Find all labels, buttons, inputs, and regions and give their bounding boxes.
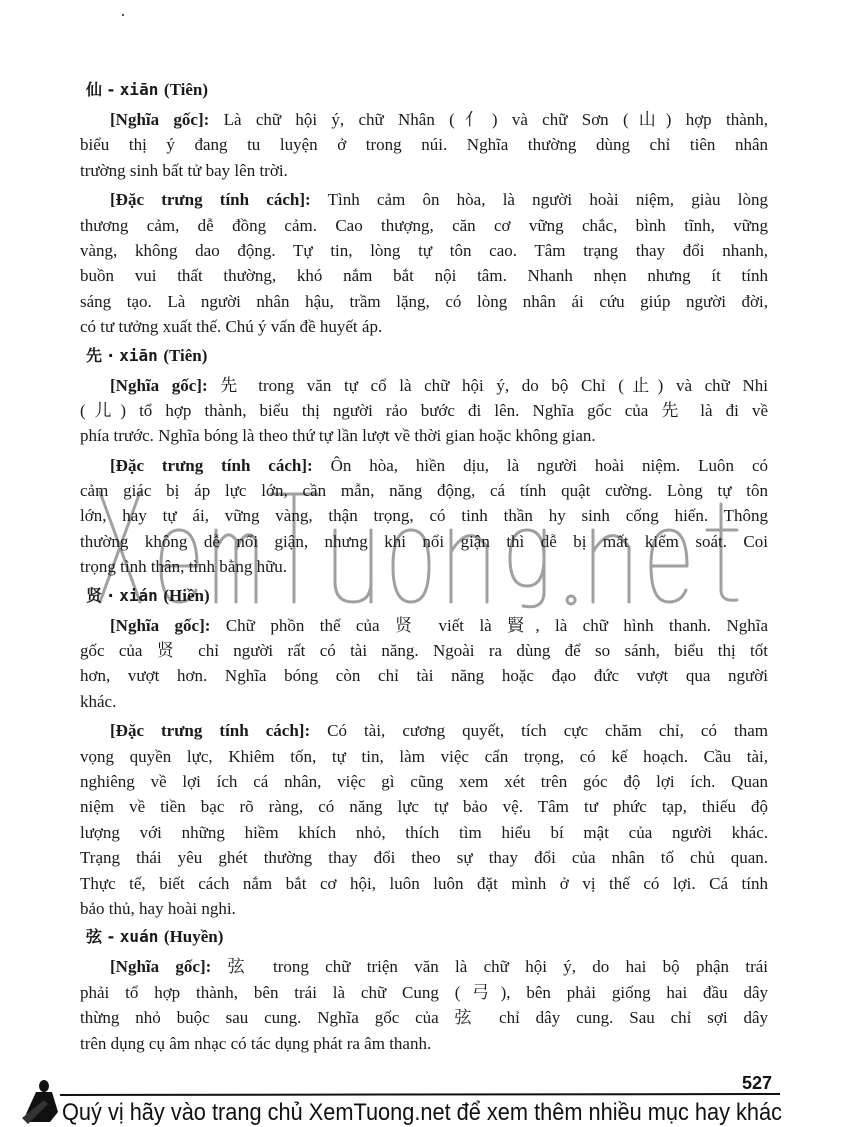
text-line [80, 158, 768, 183]
line-text: niệm về tiền bạc rõ ràng, có năng lực tự bảo vệ. Tâm tư phức tạp, thiếu độ [80, 797, 768, 817]
figure-ornament-icon [22, 1080, 58, 1124]
document-body [80, 74, 768, 1056]
entry-heading [80, 924, 768, 950]
hanzi-character: 先 [86, 345, 103, 365]
pinyin: xiān [119, 345, 158, 365]
line-text: thương cảm, dễ đồng cảm. Cao thượng, căn cơ vững chắc, bình tĩnh, vững [80, 215, 768, 235]
paragraph-label: [Đặc trưng tính cách]: [110, 721, 311, 741]
page-footer [0, 1070, 850, 1127]
scan-speck [122, 14, 124, 16]
text-line [80, 453, 768, 478]
text-line [80, 769, 768, 794]
line-text: lượng với những hiềm khích nhỏ, thích tìm hiểu bí mật của người khác. [80, 822, 768, 842]
line-text: thường không dễ nổi giận, nhưng khi nổi giận thì dễ bị mất kiểm soát. Coi [80, 531, 768, 551]
entry-heading [80, 343, 768, 369]
entry-section [80, 77, 768, 340]
entry-heading [80, 583, 768, 609]
line-text: Trạng thái yêu ghét thường thay đổi theo sự thay đổi của nhân tố chủ quan. [80, 848, 768, 868]
line-text: bảo thủ, hay hoài nghi. [80, 898, 236, 918]
text-line [80, 213, 768, 238]
text-line [80, 423, 768, 448]
text-line [80, 613, 768, 638]
text-line [80, 107, 768, 132]
pinyin: xiān [119, 80, 159, 99]
text-line [80, 896, 768, 921]
text-line [80, 1031, 768, 1056]
hanzi-character: 仙 [86, 80, 103, 99]
page-number: 527 [742, 1073, 773, 1093]
line-text: 先 trong văn tự cổ là chữ hội ý, do bộ Chỉ (止) và chữ Nhi [220, 375, 769, 395]
line-text: Tình cảm ôn hòa, là người hoài niệm, giàu lòng [327, 190, 768, 210]
line-text: trọng tình thân, tình bằng hữu. [80, 557, 288, 577]
hanzi-character: 弦 [86, 927, 103, 947]
text-line [80, 263, 768, 288]
text-line [80, 373, 768, 398]
line-text: phía trước. Nghĩa bóng là theo thứ tự lần lượt về thời gian hoặc không gian. [80, 426, 596, 446]
paragraph-label: [Nghĩa gốc]: [110, 615, 211, 635]
footer-link-text[interactable]: Quý vị hãy vào trang chủ XemTuong.net để xem thêm nhiều mục hay khác [62, 1099, 782, 1126]
entry-section [80, 583, 768, 922]
text-line [80, 1005, 768, 1030]
line-text: Ôn hòa, hiền dịu, là người hoài niệm. Luôn có [330, 455, 768, 475]
line-text: khác. [80, 691, 117, 711]
paragraph-label: [Nghĩa gốc]: [110, 110, 210, 129]
entry-section [80, 924, 768, 1056]
text-line [80, 845, 768, 870]
line-text: Có tài, cương quyết, tích cực chăm chỉ, có tham [327, 721, 769, 741]
heading-separator: - [102, 927, 120, 947]
paragraph [80, 718, 768, 921]
entry-section [80, 343, 768, 580]
vietnamese-name: (Huyền) [163, 927, 224, 947]
entry-heading [80, 77, 768, 103]
text-line [80, 794, 768, 819]
paragraph [80, 187, 768, 339]
text-line [80, 238, 768, 263]
paragraph [80, 453, 768, 580]
text-line [80, 289, 768, 314]
text-line [80, 503, 768, 528]
paragraph-label: [Đặc trưng tính cách]: [110, 190, 311, 210]
text-line [80, 980, 768, 1005]
line-text: biểu thị ý đang tu luyện ở trong núi. Nghĩa thường dùng chỉ tiên nhân [80, 135, 768, 155]
pinyin: xián [119, 585, 158, 605]
text-line [80, 689, 768, 714]
paragraph-label: [Nghĩa gốc]: [110, 957, 212, 977]
line-text: thừng nhỏ buộc sau cung. Nghĩa gốc của 弦 chỉ dây cung. Sau chỉ sợi dây [80, 1008, 768, 1028]
paragraph [80, 613, 768, 715]
pinyin: xuán [119, 927, 159, 947]
heading-separator: - [102, 80, 120, 99]
line-text: 弦 trong chữ triện văn là chữ hội ý, do hai bộ phận trái [227, 957, 769, 977]
line-text: cảm giác bị áp lực lớn, cần mẫn, năng động, cá tính quật cường. Lòng tự tôn [80, 481, 768, 501]
line-text: gốc của 贤 chỉ người rất có tài năng. Ngoài ra dùng để so sánh, biểu thị tốt [80, 641, 768, 661]
heading-separator: · [102, 345, 120, 365]
text-line [80, 744, 768, 769]
paragraph [80, 373, 768, 449]
line-text: Chữ phồn thể của 贤 viết là 賢, là chữ hình thanh. Nghĩa [225, 615, 769, 635]
text-line [80, 314, 768, 339]
paragraph [80, 954, 768, 1056]
line-text: hơn, vượt hơn. Nghĩa bóng còn chỉ tài năng hoặc đạo đức vượt qua người [80, 666, 768, 686]
text-line [80, 663, 768, 688]
line-text: trường sinh bất tử bay lên trời. [80, 160, 288, 180]
text-line [80, 132, 768, 157]
paragraph-label: [Đặc trưng tính cách]: [110, 455, 313, 475]
line-text: vàng, không dao động. Tự tin, lòng tự tôn cao. Tâm trạng thay đổi nhanh, [80, 240, 768, 260]
line-text: phải tổ hợp thành, bên trái là chữ Cung (弓), bên phải giống hai đầu dây [80, 982, 768, 1002]
line-text: sáng tạo. Là người nhân hậu, trầm lặng, có lòng nhân ái cứu giúp người đời, [80, 291, 768, 311]
text-line [80, 187, 768, 212]
vietnamese-name: (Tiên) [163, 345, 208, 365]
vietnamese-name: (Hiền) [163, 585, 210, 605]
text-line [80, 954, 768, 979]
text-line [80, 529, 768, 554]
text-line [80, 398, 768, 423]
heading-separator: · [102, 585, 120, 605]
line-text: (儿) tổ hợp thành, biểu thị người rảo bước đi lên. Nghĩa gốc của 先 là đi về [80, 400, 768, 420]
text-line [80, 638, 768, 663]
line-text: Thực tế, biết cách nắm bắt cơ hội, luôn luôn đặt mình ở vị thế có lợi. Cá tính [80, 873, 768, 893]
vietnamese-name: (Tiên) [163, 80, 208, 99]
footer-rule [60, 1094, 780, 1095]
text-line [80, 554, 768, 579]
line-text: lớn, hay tự ái, vững vàng, thận trọng, có tinh thần hy sinh cống hiến. Thông [80, 506, 768, 526]
line-text: Là chữ hội ý, chữ Nhân (亻) và chữ Sơn (山) hợp thành, [223, 110, 769, 129]
line-text: trên dụng cụ âm nhạc có tác dụng phát ra âm thanh. [80, 1033, 432, 1053]
line-text: buồn vui thất thường, khó nắm bắt nội tâm. Nhanh nhẹn nhưng ít tính [80, 266, 768, 286]
text-line [80, 820, 768, 845]
line-text: vọng quyền lực, Khiêm tốn, tự tin, làm việc cẩn trọng, có kế hoạch. Cầu tài, [80, 746, 768, 766]
line-text: nghiêng về lợi ích cá nhân, việc gì cũng xem xét trên góc độ lợi ích. Quan [80, 771, 768, 791]
hanzi-character: 贤 [86, 585, 103, 605]
text-line [80, 871, 768, 896]
text-line [80, 718, 768, 743]
paragraph-label: [Nghĩa gốc]: [110, 375, 208, 395]
text-line [80, 478, 768, 503]
paragraph [80, 107, 768, 183]
line-text: có tư tưởng xuất thế. Chú ý vấn đề huyết áp. [80, 317, 383, 337]
